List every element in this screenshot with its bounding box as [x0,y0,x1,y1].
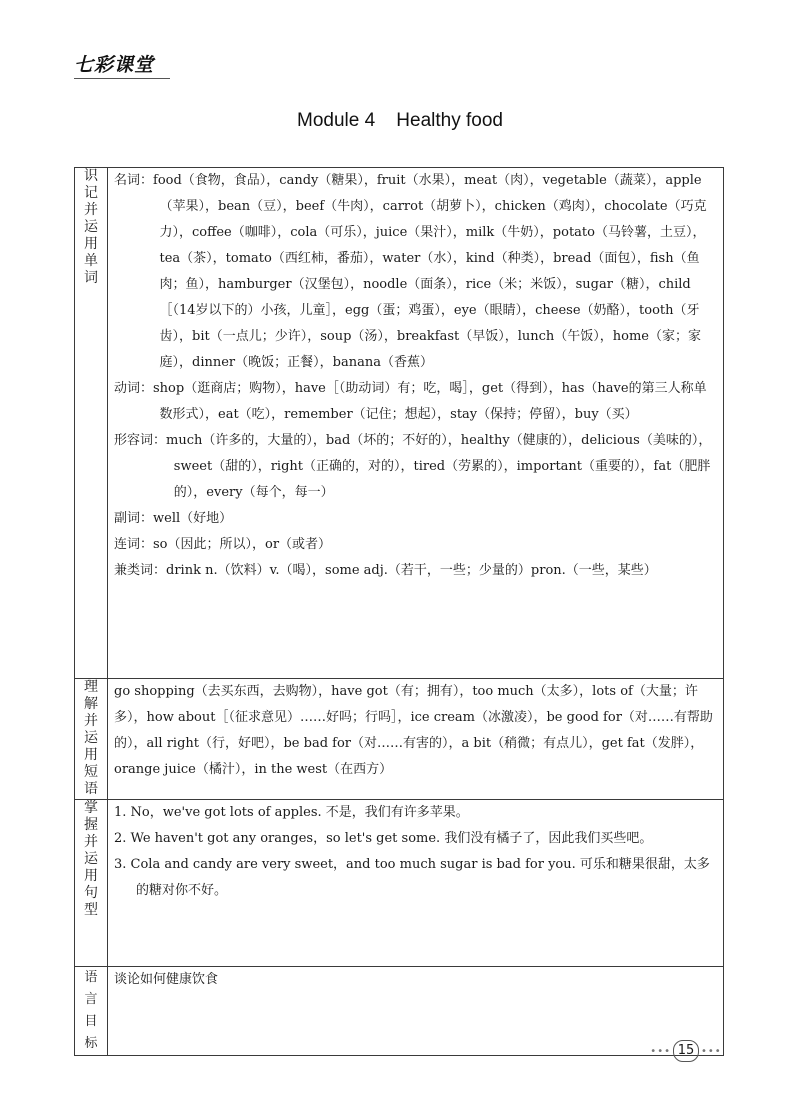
page-number-badge [650,1040,722,1062]
page-title: Module 4 Healthy food [297,110,503,131]
phrases-cell: go shopping（去买东西，去购物），have got（有；拥有），too much（太多），lots of（大量；许多），how about［（征求意见）……好吗；行吗］，ice cream（冰激凌），be good for（对……有帮助的），all right（行，好吧），be bad for（对……有害的），a bit（稍微；有点儿），get fat（发胖），orange juice（橘汁），in the west（在西方） [108,679,724,800]
table-row-words [75,168,724,679]
sentences-cell [108,800,724,967]
dots-left: ••• [650,1045,671,1057]
category-conjunctions: 连词：so（因此；所以），or（或者） [114,537,332,552]
sentence-item: 2. We haven't got any oranges，so let's get some. 我们没有橘子了，因此我们买些吧。 [114,831,653,846]
goal-cell: 谈论如何健康饮食 [108,967,724,1056]
side-label-words: 识记并运用单词 [75,168,108,679]
category-adjectives: 形容词：much（许多的，大量的），bad（坏的；不好的），healthy（健康的），delicious（美味的），sweet（甜的），right（正确的，对的），tired（劳累的），important（重要的），fat（肥胖的），every（每个，每一） [114,433,712,500]
side-label-sentences: 掌握并运用句型 [75,800,108,967]
sentence-item: 1. No，we've got lots of apples. 不是，我们有许多苹果。 [114,805,469,820]
side-label-goal: 语言目标 [75,967,108,1056]
brand-underline [74,78,170,79]
table-row-sentences [75,800,724,967]
table-row-phrases [75,679,724,800]
page-number: 15 [673,1040,699,1062]
category-verbs: 动词：shop（逛商店；购物），have［（助动词）有；吃，喝］，get（得到），has（have的第三人称单数形式），eat（吃），remember（记住；想起），stay（保持；停留），buy（买） [114,381,707,422]
brand-logo: 七彩课堂 [74,54,155,76]
content-table [74,167,724,1056]
sentence-item: 3. Cola and candy are very sweet，and too much sugar is bad for you. 可乐和糖果很甜，太多的糖对你不好。 [114,857,710,898]
category-nouns: 名词：food（食物，食品），candy（糖果），fruit（水果），meat（肉），vegetable（蔬菜），apple（苹果），bean（豆），beef（牛肉），carrot（胡萝卜），chicken（鸡肉），chocolate（巧克力），coffee（咖啡），cola（可乐），juice（果汁），milk（牛奶），potato（马铃薯，土豆），tea（茶），tomato（西红柿，番茄），water（水），kind（种类），bread（面包），fish（鱼肉；鱼），hamburger（汉堡包），noodle（面条），rice（米；米饭），sugar（糖），child［（14岁以下的）小孩，儿童］，egg（蛋；鸡蛋），eye（眼睛），cheese（奶酪），tooth（牙齿），bit（一点儿；少许），soup（汤），breakfast（早饭），lunch（午饭），home（家；家庭），dinner（晚饭；正餐），banana（香蕉） [114,173,707,370]
category-adverbs: 副词：well（好地） [114,511,233,526]
category-multi-class: 兼类词：drink n.（饮料）v.（喝），some adj.（若干，一些；少量的）pron.（一些，某些） [114,563,657,578]
dots-right: ••• [701,1045,722,1057]
side-label-phrases: 理解并运用短语 [75,679,108,800]
table-row-goal [75,967,724,1056]
words-cell [108,168,724,679]
